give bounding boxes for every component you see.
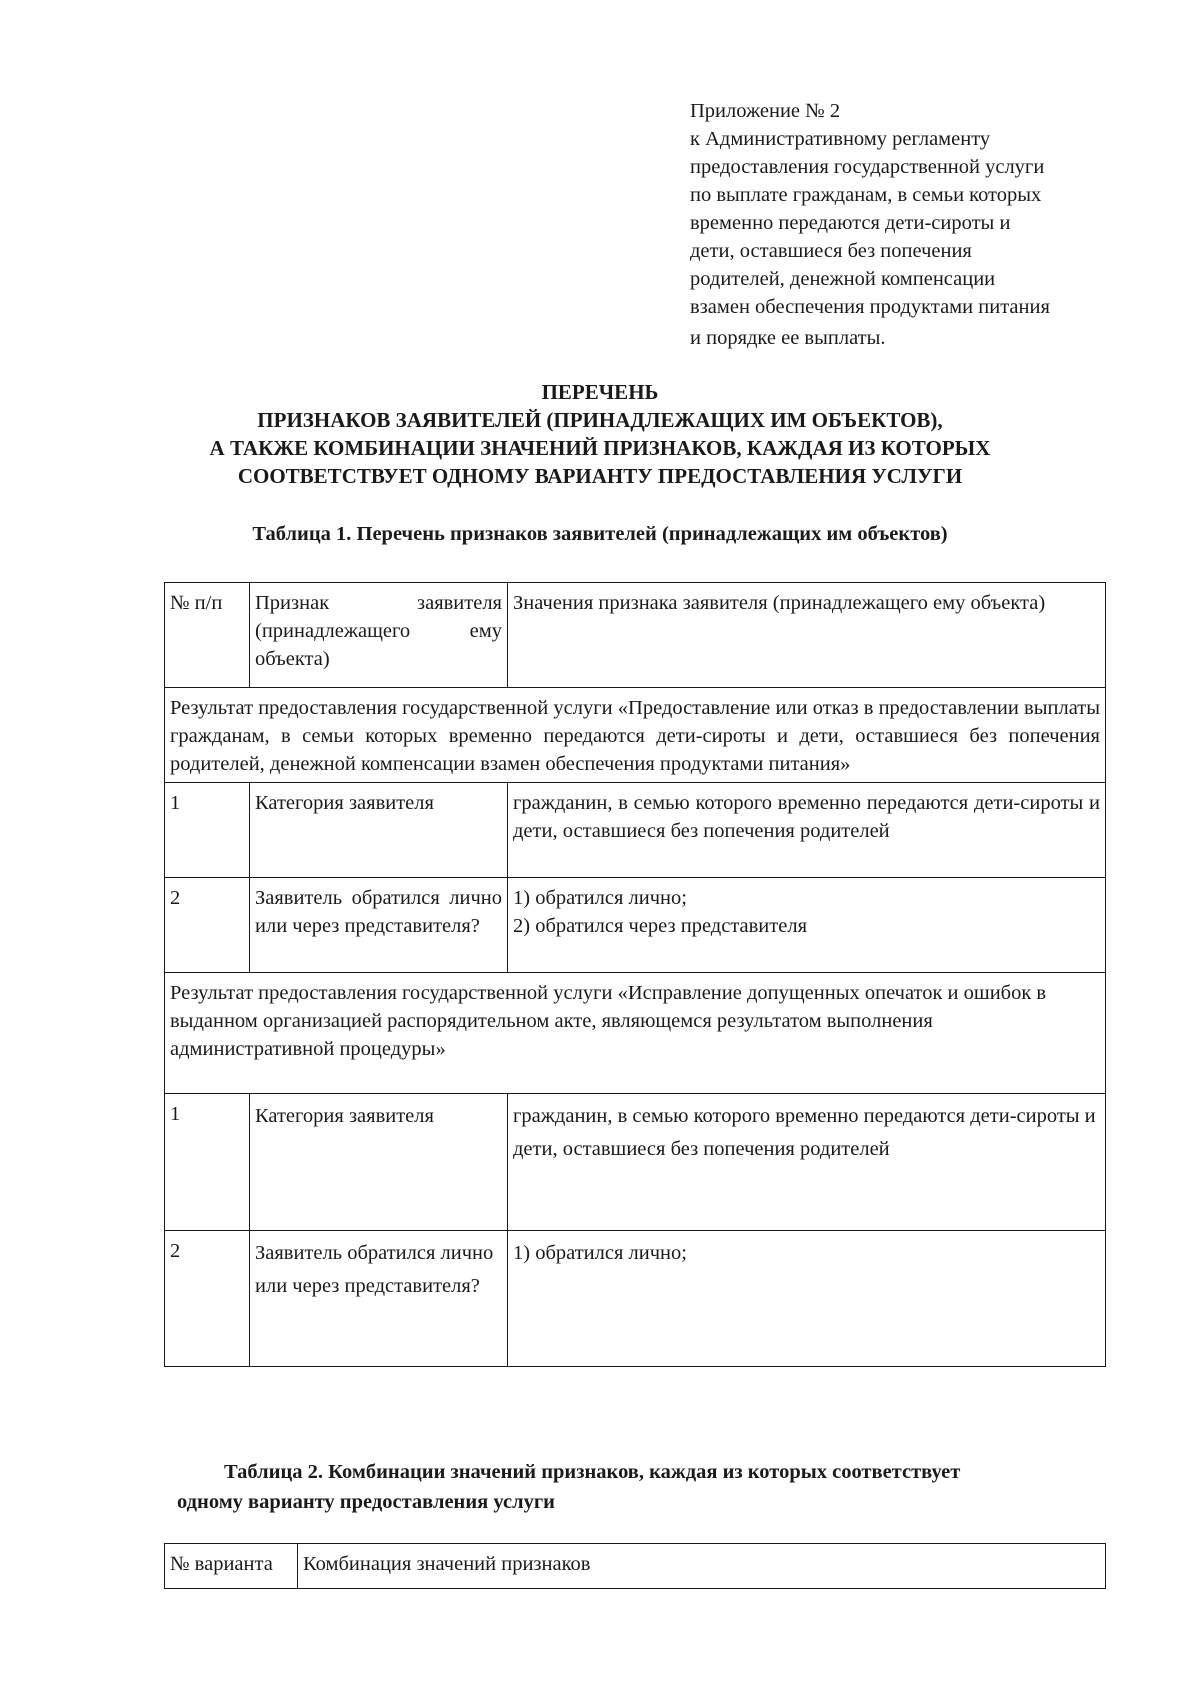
header-value: Значения признака заявителя (принадлежащего ему объекта) <box>508 583 1106 688</box>
row-value: гражданин, в семью которого временно передаются дети-сироты и дети, оставшиеся без попечения родителей <box>508 783 1106 878</box>
table-header-row <box>165 1544 1106 1589</box>
section1-title: Результат предоставления государственной услуги «Предоставление или отказ в предоставлении выплаты гражданам, в семьи которых временно передаются дети-сироты и дети, оставшиеся без попечения родителей, денежной компенсации взамен обеспечения продуктами питания» <box>165 688 1106 783</box>
row-value: 1) обратился лично; <box>508 1231 1106 1367</box>
document-title <box>150 378 1050 490</box>
appendix-line: по выплате гражданам, в семьи которых <box>690 184 1042 206</box>
header-num: № п/п <box>165 583 250 688</box>
appendix-line: дети, оставшиеся без попечения <box>690 240 972 262</box>
section2-title: Результат предоставления государственной услуги «Исправление допущенных опечаток и ошибок в выданном организацией распорядительном акте, являющемся результатом выполнения административной процедуры» <box>165 973 1106 1094</box>
appendix-header <box>690 97 1130 352</box>
section-row <box>165 688 1106 783</box>
appendix-line: взамен обеспечения продуктами питания <box>690 296 1050 318</box>
appendix-line: и порядке ее выплаты. <box>690 327 886 349</box>
row-feature: Заявитель обратился лично или через представителя? <box>250 878 508 973</box>
appendix-line: к Административному регламенту <box>690 128 991 150</box>
value-line: 1) обратился лично; <box>513 887 687 909</box>
table-row <box>165 878 1106 973</box>
appendix-line: родителей, денежной компенсации <box>690 268 996 290</box>
table-row <box>165 1094 1106 1231</box>
header-feature: Признак заявителя (принадлежащего ему объекта) <box>250 583 508 688</box>
header-combination: Комбинация значений признаков <box>298 1544 1106 1589</box>
header-variant: № варианта <box>165 1544 298 1589</box>
title-line: СООТВЕТСТВУЕТ ОДНОМУ ВАРИАНТУ ПРЕДОСТАВЛЕНИЯ УСЛУГИ <box>237 464 963 488</box>
row-num: 2 <box>165 1231 250 1367</box>
table2-caption <box>177 1457 1137 1517</box>
table-header-row <box>165 583 1106 688</box>
row-value <box>508 878 1106 973</box>
table2-caption-line: Таблица 2. Комбинации значений признаков, каждая из которых соответствует <box>224 1461 961 1483</box>
title-line: ПЕРЕЧЕНЬ <box>541 380 659 404</box>
title-line: А ТАКЖЕ КОМБИНАЦИИ ЗНАЧЕНИЙ ПРИЗНАКОВ, КАЖДАЯ ИЗ КОТОРЫХ <box>209 436 991 460</box>
title-line: ПРИЗНАКОВ ЗАЯВИТЕЛЕЙ (ПРИНАДЛЕЖАЩИХ ИМ ОБЪЕКТОВ), <box>257 408 943 432</box>
table2-combinations <box>164 1543 1106 1589</box>
table2-caption-line: одному варианту предоставления услуги <box>177 1491 555 1513</box>
table1-features <box>164 582 1106 1367</box>
table1-caption: Таблица 1. Перечень признаков заявителей (принадлежащих им объектов) <box>252 523 948 545</box>
row-feature: Категория заявителя <box>250 783 508 878</box>
row-num: 1 <box>165 1094 250 1231</box>
row-num: 1 <box>165 783 250 878</box>
appendix-line: Приложение № 2 <box>690 100 841 122</box>
row-feature: Заявитель обратился лично или через представителя? <box>250 1231 508 1367</box>
row-feature: Категория заявителя <box>250 1094 508 1231</box>
table-row <box>165 783 1106 878</box>
section-row <box>165 973 1106 1094</box>
appendix-line: временно передаются дети-сироты и <box>690 212 1011 234</box>
appendix-line: предоставления государственной услуги <box>690 156 1045 178</box>
row-num: 2 <box>165 878 250 973</box>
value-line: 2) обратился через представителя <box>513 915 807 937</box>
table-row <box>165 1231 1106 1367</box>
row-value: гражданин, в семью которого временно передаются дети-сироты и дети, оставшиеся без попечения родителей <box>508 1094 1106 1231</box>
